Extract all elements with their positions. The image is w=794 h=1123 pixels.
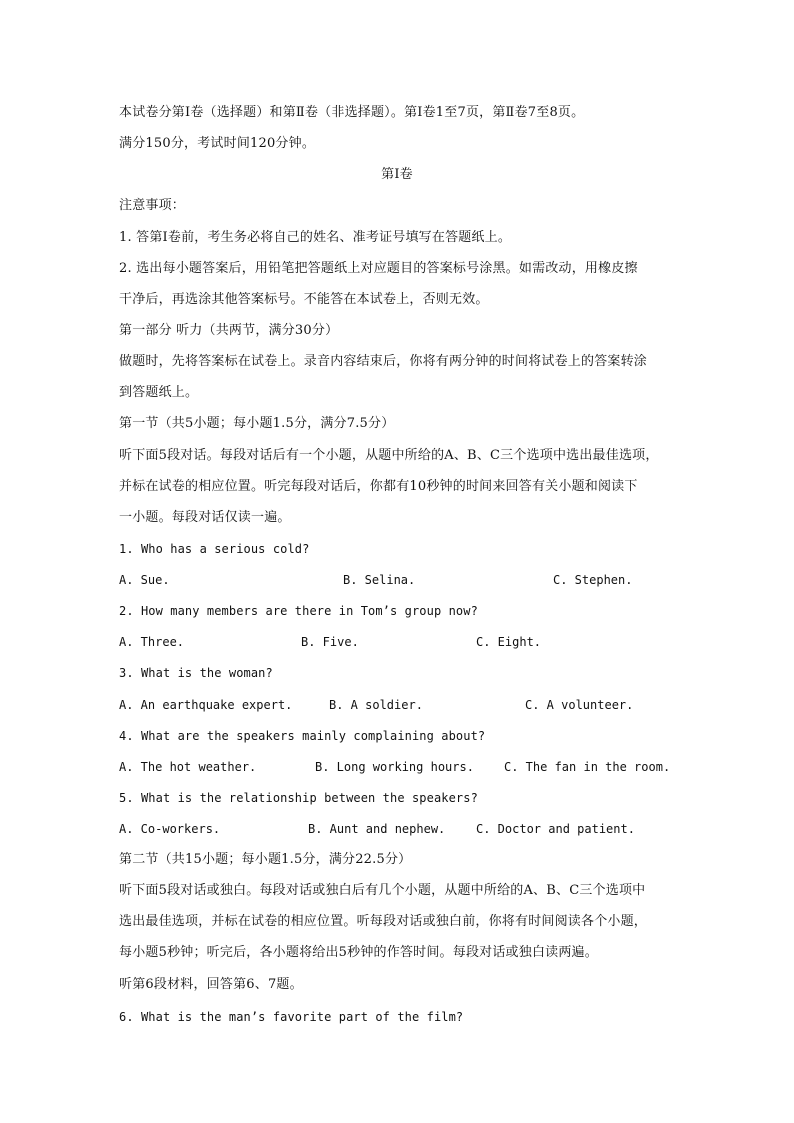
question-4-option-b: B. Long working hours. bbox=[315, 760, 474, 774]
volume-title: 第Ⅰ卷 bbox=[381, 167, 413, 182]
question-1-option-a: A. Sue. bbox=[119, 573, 170, 587]
question-2: 2. How many members are there in Tom’s group now? bbox=[119, 604, 478, 618]
notice-heading: 注意事项： bbox=[119, 198, 186, 213]
question-6: 6. What is the man’s favorite part of the film? bbox=[119, 1010, 464, 1024]
question-5-option-c: C. Doctor and patient. bbox=[476, 822, 635, 836]
question-1-option-b: B. Selina. bbox=[343, 573, 416, 587]
question-3-option-b: B. A soldier. bbox=[329, 698, 423, 712]
question-5: 5. What is the relationship between the speakers? bbox=[119, 791, 478, 805]
question-5-option-a: A. Co-workers. bbox=[119, 822, 221, 836]
question-3-option-c: C. A volunteer. bbox=[525, 698, 634, 712]
section1-heading: 第一节（共5小题；每小题1.5分，满分7.5分） bbox=[119, 416, 395, 431]
section2-instruction-line-3: 每小题5秒钟；听完后，各小题将给出5秒钟的作答时间。每段对话或独白读两遍。 bbox=[119, 945, 598, 960]
question-2-option-a: A. Three. bbox=[119, 635, 185, 649]
question-3-option-a: A. An earthquake expert. bbox=[119, 698, 293, 712]
question-1-option-c: C. Stephen. bbox=[553, 573, 633, 587]
intro-line-2: 满分150分，考试时间120分钟。 bbox=[119, 136, 316, 151]
question-4: 4. What are the speakers mainly complaining about? bbox=[119, 729, 486, 743]
question-2-option-b: B. Five. bbox=[301, 635, 359, 649]
section2-heading: 第二节（共15小题；每小题1.5分，满分22.5分） bbox=[119, 852, 412, 867]
notice-item-1: 1. 答第Ⅰ卷前，考生务必将自己的姓名、准考证号填写在答题纸上。 bbox=[119, 230, 512, 245]
section2-instruction-line-1: 听下面5段对话或独白。每段对话或独白后有几个小题，从题中所给的A、B、C三个选项中 bbox=[119, 883, 646, 898]
section1-instruction-line-1: 听下面5段对话。每段对话后有一个小题，从题中所给的A、B、C三个选项中选出最佳选项， bbox=[119, 448, 659, 463]
question-2-option-c: C. Eight. bbox=[476, 635, 542, 649]
part1-instruction-line-2: 到答题纸上。 bbox=[119, 385, 199, 400]
part1-instruction-line-1: 做题时，先将答案标在试卷上。录音内容结束后，你将有两分钟的时间将试卷上的答案转涂 bbox=[119, 354, 648, 369]
intro-line-1: 本试卷分第Ⅰ卷（选择题）和第Ⅱ卷（非选择题）。第Ⅰ卷1至7页，第Ⅱ卷7至8页。 bbox=[119, 105, 585, 120]
section2-instruction-line-2: 选出最佳选项，并标在试卷的相应位置。听每段对话或独白前，你将有时间阅读各个小题， bbox=[119, 914, 648, 929]
question-4-option-a: A. The hot weather. bbox=[119, 760, 257, 774]
notice-item-2-line-2: 干净后，再选涂其他答案标号。不能答在本试卷上，否则无效。 bbox=[119, 292, 489, 307]
question-5-option-b: B. Aunt and nephew. bbox=[308, 822, 446, 836]
question-4-option-c: C. The fan in the room. bbox=[504, 760, 671, 774]
material-6-note: 听第6段材料，回答第6、7题。 bbox=[119, 977, 303, 992]
part1-heading: 第一部分 听力（共两节，满分30分） bbox=[119, 323, 339, 338]
section1-instruction-line-3: 一小题。每段对话仅读一遍。 bbox=[119, 510, 291, 525]
notice-item-2-line-1: 2. 选出每小题答案后，用铅笔把答题纸上对应题目的答案标号涂黑。如需改动，用橡皮擦 bbox=[119, 261, 638, 276]
question-1: 1. Who has a serious cold? bbox=[119, 542, 310, 556]
question-3: 3. What is the woman? bbox=[119, 666, 273, 680]
section1-instruction-line-2: 并标在试卷的相应位置。听完每段对话后，你都有10秒钟的时间来回答有关小题和阅读下 bbox=[119, 479, 638, 494]
